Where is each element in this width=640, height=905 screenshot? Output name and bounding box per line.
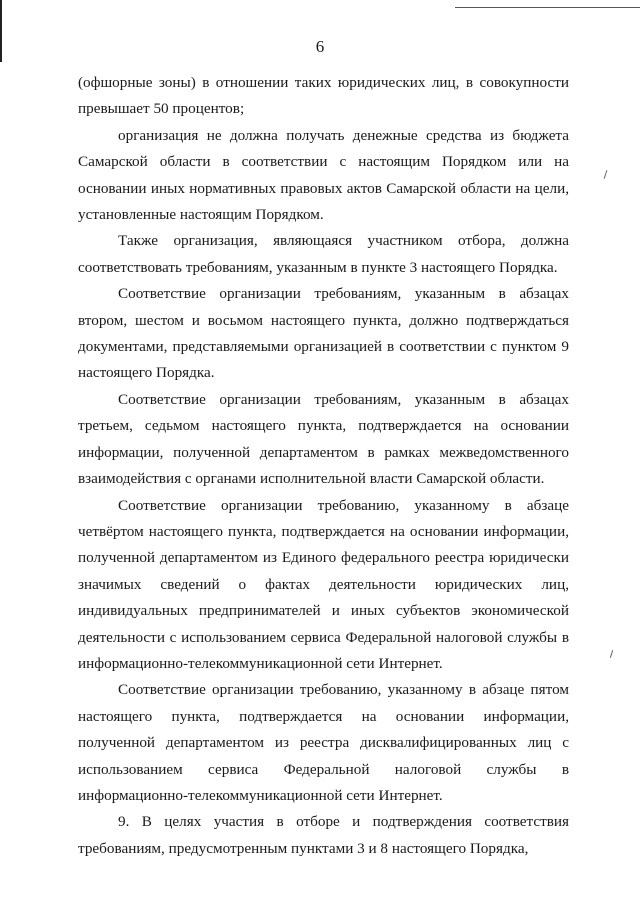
paragraph: Соответствие организации требованию, указанному в абзаце пятом настоящего пункта, подтверждается на основании информации, полученной департаментом из реестра дисквалифицированных лиц с использованием сервиса Федеральной налоговой службы в информационно-телекоммуникационной сети Интернет. [78,681,569,804]
paragraph: Соответствие организации требованию, указанному в абзаце четвёртом настоящего пункта, подтверждается на основании информации, полученной департаментом из Единого федерального реестра юридически значимых сведений о фактах деятельности юридических лиц, индивидуальных предпринимателей и иных субъектов экономической деятельности с использованием сервиса Федеральной налоговой службы в информационно-телекоммуникационной сети Интернет. [78,496,569,672]
scan-speck [604,170,608,179]
paragraph: Соответствие организации требованиям, указанным в абзацах третьем, седьмом настоящего пункта, подтверждается на основании информации, полученной департаментом в рамках межведомственного взаимодействия с органами исполнительной власти Самарской области. [78,390,569,488]
paragraph: организация не должна получать денежные средства из бюджета Самарской области в соответствии с настоящим Порядком или на основании иных нормативных правовых актов Самарской области на цели, установленные настоящим Порядком. [78,126,569,224]
paragraph: Соответствие организации требованиям, указанным в абзацах втором, шестом и восьмом настоящего пункта, должно подтверждаться документами, представляемыми организацией в соответствии с пунктом 9 настоящего Порядка. [78,285,569,382]
page-number: 6 [315,37,325,56]
document-body [78,70,569,862]
paragraph: 9. В целях участия в отборе и подтверждения соответствия требованиям, предусмотренным пунктами 3 и 8 настоящего Порядка, [78,813,569,857]
scan-edge-line [455,7,640,8]
paragraph-continuation: (офшорные зоны) в отношении таких юридических лиц, в совокупности превышает 50 процентов; [78,74,569,118]
scan-speck [610,650,613,658]
paragraph: Также организация, являющаяся участником отбора, должна соответствовать требованиям, указанным в пункте 3 настоящего Порядка. [78,232,569,276]
